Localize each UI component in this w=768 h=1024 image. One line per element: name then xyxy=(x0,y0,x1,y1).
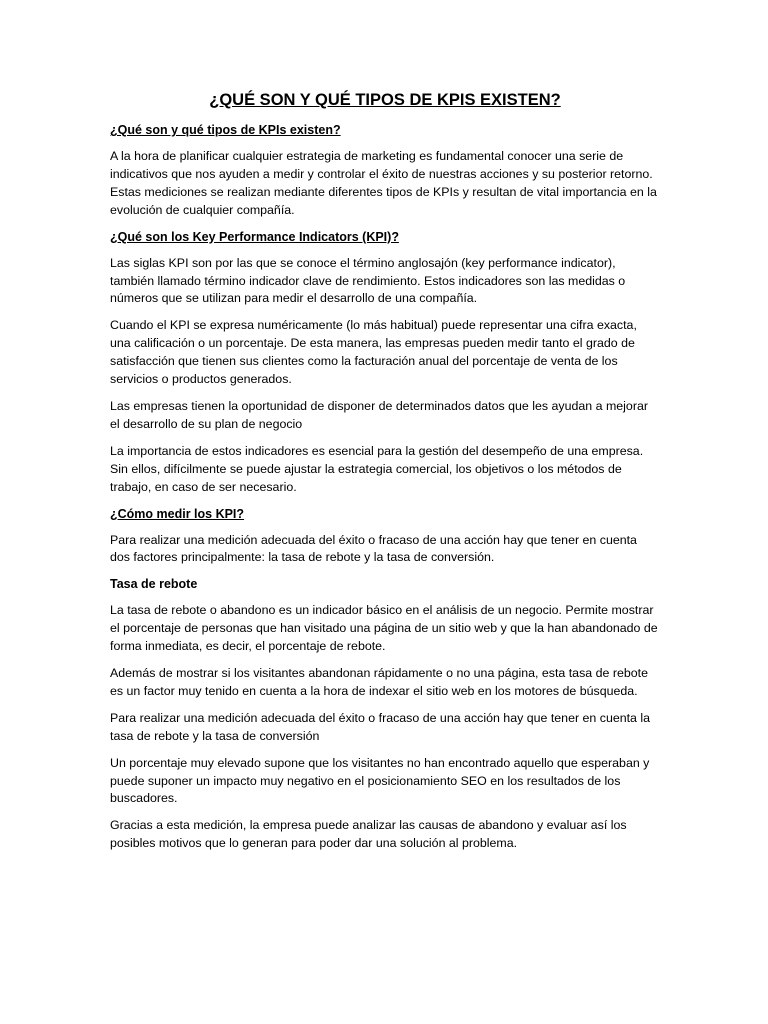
paragraph-intro: A la hora de planificar cualquier estrategia de marketing es fundamental conocer una serie de indicativos que nos ayuden a medir y controlar el éxito de nuestras acciones y su posterior retorno. Estas mediciones se realizan mediante diferentes tipos de KPIs y resultan de vital importancia en la evolución de cualquier compañía. xyxy=(110,149,657,217)
paragraph-medicion-repeat: Para realizar una medición adecuada del éxito o fracaso de una acción hay que tener en cuenta la tasa de rebote y la tasa de conversión xyxy=(110,710,651,743)
document-body xyxy=(110,88,660,862)
paragraph-numerico: Cuando el KPI se expresa numéricamente (lo más habitual) puede representar una cifra exacta, una calificación o un porcentaje. De esta manera, las empresas pueden medir tanto el grado de satisfacción que tienen sus clientes como la facturación anual del porcentaje de venta de los servicios o productos generados. xyxy=(110,318,637,387)
paragraph-ademas: Además de mostrar si los visitantes abandonan rápidamente o no una página, esta tasa de rebote es un factor muy tenido en cuenta a la hora de indexar el sitio web en los motores de búsqueda. xyxy=(110,666,648,698)
paragraph-oportunidad: Las empresas tienen la oportunidad de disponer de determinados datos que les ayudan a mejorar el desarrollo de su plan de negocio xyxy=(110,398,648,431)
section-heading-kpi-definition: ¿Qué son los Key Performance Indicators (KPI)? xyxy=(110,229,399,244)
paragraph-gracias: Gracias a esta medición, la empresa puede analizar las causas de abandono y evaluar así los posibles motivos que lo generan para poder dar una solución al problema. xyxy=(110,818,627,851)
paragraph-porcentaje-elevado: Un porcentaje muy elevado supone que los visitantes no han encontrado aquello que esperaban y puede suponer un impacto muy negativo en el posicionamiento SEO en los resultados de los buscadores. xyxy=(110,755,650,806)
paragraph-tasa-rebote: La tasa de rebote o abandono es un indicador básico en el análisis de un negocio. Permite mostrar el porcentaje de personas que han visitado una página de un sitio web y que la han abandonado de forma inmediata, es decir, el porcentaje de rebote. xyxy=(110,603,658,654)
document-title: ¿QUÉ SON Y QUÉ TIPOS DE KPIS EXISTEN? xyxy=(209,91,561,109)
subheading-tasa-rebote: Tasa de rebote xyxy=(110,577,198,592)
section-heading-como-medir: ¿Cómo medir los KPI? xyxy=(110,506,245,521)
section-heading-que-son: ¿Qué son y qué tipos de KPIs existen? xyxy=(110,123,341,137)
paragraph-medicion: Para realizar una medición adecuada del éxito o fracaso de una acción hay que tener en cuenta dos factores principalmente: la tasa de rebote y la tasa de conversión. xyxy=(110,532,637,565)
paragraph-importancia: La importancia de estos indicadores es esencial para la gestión del desempeño de una empresa. Sin ellos, difícilmente se puede ajustar la estrategia comercial, los objetivos o los métodos de trabajo, en caso de ser necesario. xyxy=(110,443,644,494)
paragraph-siglas: Las siglas KPI son por las que se conoce el término anglosajón (key performance indicator), también llamado término indicador clave de rendimiento. Estos indicadores son las medidas o números que se utilizan para medir el desarrollo de una compañía. xyxy=(110,255,626,306)
